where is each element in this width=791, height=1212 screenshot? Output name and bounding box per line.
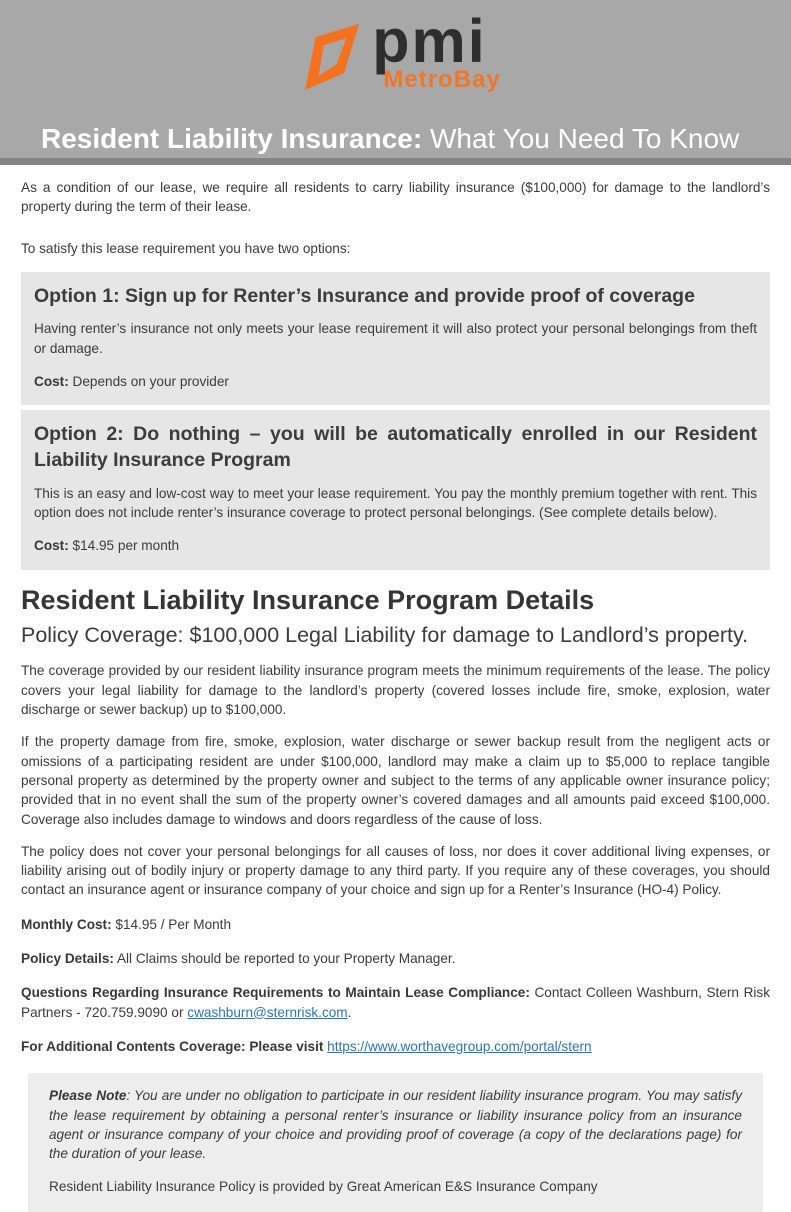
additional-coverage-label: For Additional Contents Coverage: Please visit bbox=[21, 1038, 328, 1054]
option-1-cost-value: Depends on your provider bbox=[68, 373, 229, 389]
option-1-box bbox=[21, 272, 770, 405]
please-note-box bbox=[28, 1073, 763, 1211]
questions-contact: Contact Colleen Washburn, Stern Risk Partners - 720.759.9090 or bbox=[21, 985, 770, 1020]
page-header bbox=[0, 0, 791, 165]
option-1-cost bbox=[34, 372, 757, 391]
page-title bbox=[41, 124, 739, 155]
monthly-cost-value: $14.95 / Per Month bbox=[111, 916, 232, 932]
option-2-cost-label: Cost: bbox=[34, 538, 69, 554]
option-2-body: This is an easy and low-cost way to meet your lease requirement. You pay the monthly premium together with rent. This option does not include renter’s insurance coverage to protect personal belongings. (See complete details below). bbox=[34, 485, 757, 521]
brand-name: pmi bbox=[372, 7, 487, 75]
portal-link[interactable]: https://www.worthavegroup.com/portal/stern bbox=[327, 1038, 592, 1054]
questions-line bbox=[21, 983, 770, 1022]
pmi-logo-icon bbox=[304, 19, 362, 102]
monthly-cost-label: Monthly Cost: bbox=[21, 916, 112, 932]
questions-label: Questions Regarding Insurance Requirements to Maintain Lease Compliance: bbox=[21, 985, 530, 1001]
details-heading: Resident Liability Insurance Program Details bbox=[21, 584, 595, 615]
details-paragraph-3: The policy does not cover your personal belongings for all causes of loss, nor does it cover additional living expenses, or liability arising out of bodily injury or property damage to any third party. If you require any of these coverages, you should contact an insurance agent or insurance company of your choice and sign up for a Renter’s Insurance (HO-4) Policy. bbox=[21, 843, 770, 898]
policy-details-line bbox=[21, 949, 770, 968]
email-link[interactable]: cwashburn@sternrisk.com bbox=[187, 1004, 348, 1020]
please-note-text bbox=[49, 1086, 742, 1163]
monthly-cost-line bbox=[21, 915, 770, 934]
please-note-body: : You are under no obligation to participate in our resident liability insurance program. You may satisfy the lease requirement by obtaining a personal renter’s insurance or liability insurance policy from an insurance agent or insurance company of your choice and providing proof of coverage (a copy of the declarations page) for the duration of your lease. bbox=[49, 1088, 742, 1162]
pmi-logo bbox=[0, 0, 791, 102]
additional-coverage-line bbox=[21, 1037, 770, 1056]
intro-paragraph: As a condition of our lease, we require all residents to carry liability insurance ($100,000) for damage to the landlord’s property during the term of their lease. bbox=[21, 180, 770, 215]
option-1-title: Option 1: Sign up for Renter’s Insurance and provide proof of coverage bbox=[34, 284, 695, 307]
option-1-body: Having renter’s insurance not only meets your lease requirement it will also protect your personal belongings from theft or damage. bbox=[34, 321, 757, 356]
provider-line: Resident Liability Insurance Policy is provided by Great American E&S Insurance Company bbox=[49, 1179, 598, 1195]
options-lead-in: To satisfy this lease requirement you have two options: bbox=[21, 240, 351, 256]
details-paragraph-2: If the property damage from fire, smoke, explosion, water discharge or sewer backup result from the negligent acts or omissions of a participating resident are under $100,000, landlord may make a claim up to $5,000 to replace tangible personal property as determined by the property owner and subject to the terms of any applicable owner insurance policy; provided that in no event shall the sum of the property owner’s covered damages and all amounts paid exceed $100,000. Coverage also includes damage to windows and doors regardless of the cause of loss. bbox=[21, 734, 770, 827]
option-2-title: Option 2: Do nothing – you will be automatically enrolled in our Resident Liability Insurance Program bbox=[34, 423, 757, 472]
option-2-cost-value: $14.95 per month bbox=[68, 538, 180, 554]
option-1-cost-label: Cost: bbox=[34, 373, 69, 389]
policy-details-value: All Claims should be reported to your Property Manager. bbox=[113, 951, 456, 967]
page-title-rest: What You Need To Know bbox=[422, 123, 740, 155]
page-title-bold: Resident Liability Insurance: bbox=[41, 123, 423, 155]
option-2-cost bbox=[34, 536, 757, 555]
brand-text bbox=[372, 7, 501, 97]
brand-subtitle: MetroBay bbox=[383, 65, 501, 93]
questions-period: . bbox=[347, 1004, 352, 1020]
details-paragraph-1: The coverage provided by our resident liability insurance program meets the minimum requirements of the lease. The policy covers your legal liability for damage to the landlord’s property (covered losses include fire, smoke, explosion, water discharge or sewer backup) up to $100,000. bbox=[21, 663, 770, 718]
policy-coverage-subheading: Policy Coverage: $100,000 Legal Liability for damage to Landlord’s property. bbox=[21, 622, 749, 647]
document-body bbox=[21, 178, 770, 1212]
option-2-box bbox=[21, 410, 770, 570]
please-note-label: Please Note bbox=[49, 1088, 127, 1104]
policy-details-label: Policy Details: bbox=[21, 951, 114, 967]
